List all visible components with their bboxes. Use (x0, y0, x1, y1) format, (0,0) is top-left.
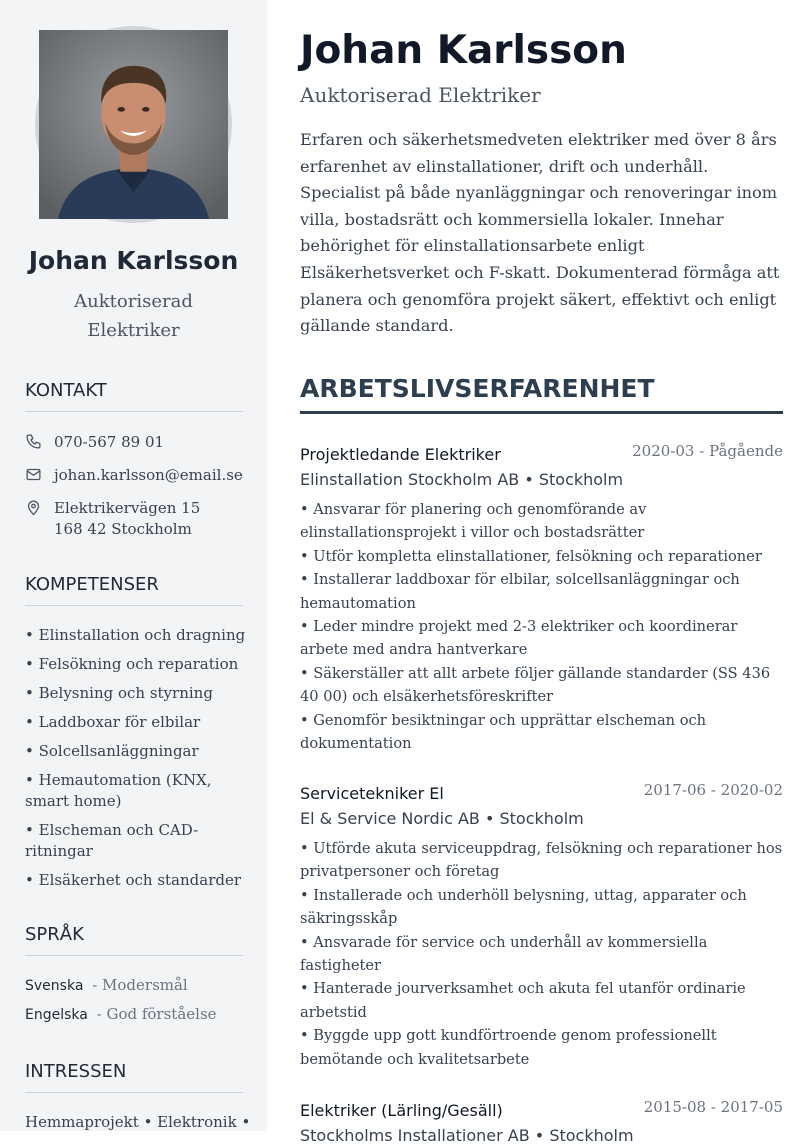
sidebar (0, 0, 267, 1131)
list-item: • Hanterade jourverksamhet och akuta fel utanför ordinarie arbetstid (300, 980, 746, 1021)
sidebar-name: Johan Karlsson (28, 246, 239, 275)
page-title: Johan Karlsson (300, 28, 627, 73)
list-item: • Hemautomation (KNX, smart home) (25, 771, 212, 810)
address-line-1: Elektrikervägen 15 (54, 499, 201, 517)
list-item: • Elsäkerhet och standarder (25, 871, 242, 889)
job-title: Projektledande Elektriker (300, 445, 501, 464)
avatar (39, 30, 228, 219)
list-item: • Genomför besiktningar och upprättar elscheman och dokumentation (300, 711, 707, 753)
list-item: • Elinstallation och dragning (25, 626, 246, 644)
list-item: • Solcellsanläggningar (25, 742, 199, 760)
contact-heading: KONTAKT (25, 380, 243, 412)
list-item: • Felsökning och reparation (25, 655, 239, 673)
job-title: Elektriker (Lärling/Gesäll) (300, 1101, 503, 1120)
languages-heading: SPRÅK (25, 924, 243, 956)
skills-list (25, 625, 257, 899)
job-date: 2015-08 - 2017-05 (643, 1098, 783, 1116)
language-name: Engelska (25, 1007, 88, 1023)
page-subtitle: Auktoriserad Elektriker (300, 83, 541, 107)
phone-text: 070-567 89 01 (54, 433, 165, 451)
job-company: Stockholms Installationer AB • Stockholm (300, 1126, 634, 1145)
experience-heading: ARBETSLIVSERFARENHET (300, 374, 783, 414)
email-text: johan.karlsson@email.se (54, 466, 243, 484)
language-level: - God förståelse (96, 1005, 217, 1023)
list-item: • Säkerställer att allt arbete följer gällande standarder (SS 436 40 00) och elsäkerhetsföreskrifter (300, 664, 771, 706)
profile-photo (35, 26, 232, 223)
interests-text: Hemmaprojekt • Elektronik • (25, 1113, 251, 1131)
list-item: • Belysning och styrning (25, 684, 213, 702)
phone-icon (25, 433, 42, 450)
address-line-2: 168 42 Stockholm (54, 520, 192, 538)
list-item: • Byggde upp gott kundförtroende genom professionellt bemötande och kvalitetsarbete (300, 1027, 717, 1068)
language-level: - Modersmål (92, 976, 188, 994)
job-title: Servicetekniker El (300, 784, 444, 803)
job-bullets (300, 498, 783, 755)
language-row (25, 976, 188, 994)
list-item: • Laddboxar för elbilar (25, 713, 201, 731)
list-item: • Ansvarar för planering och genomförande av elinstallationsprojekt i villor och bostadsrätter (300, 501, 647, 542)
list-item: • Installerade och underhöll belysning, uttag, apparater och säkringsskåp (300, 886, 747, 928)
job-entry (300, 1100, 783, 1148)
list-item: • Elscheman och CAD-ritningar (25, 821, 199, 860)
job-date: 2020-03 - Pågående (632, 442, 783, 460)
list-item: • Utförde akuta serviceuppdrag, felsökning och reparationer hos privatpersoner och företag (300, 840, 783, 881)
list-item: • Installerar laddboxar för elbilar, solcellsanläggningar och hemautomation (300, 571, 740, 612)
job-entry (300, 444, 783, 755)
sidebar-job-title: Auktoriserad Elektriker (74, 291, 193, 341)
language-name: Svenska (25, 978, 84, 994)
job-entry (300, 783, 783, 1071)
list-item: • Leder mindre projekt med 2-3 elektriker och koordinerar arbete med andra hantverkare (300, 618, 738, 659)
job-bullets (300, 837, 783, 1071)
list-item: • Utför kompletta elinstallationer, felsökning och reparationer (300, 547, 762, 565)
map-pin-icon (25, 499, 42, 516)
mail-icon (25, 466, 42, 483)
job-company: Elinstallation Stockholm AB • Stockholm (300, 470, 624, 489)
list-item: • Ansvarade för service och underhåll av kommersiella fastigheter (300, 933, 708, 975)
language-row (25, 1005, 217, 1023)
job-company: El & Service Nordic AB • Stockholm (300, 809, 584, 828)
skills-heading: KOMPETENSER (25, 574, 243, 606)
profile-summary: Erfaren och säkerhetsmedveten elektriker med över 8 års erfarenhet av elinstallationer, drift och underhåll. Specialist på både nyanläggningar och renoveringar inom villa, bostadsrätt och kommersiella lokaler. Innehar behörighet för elinstallationsarbete enligt Elsäkerhetsverket och F-skatt. Dokumenterad förmåga att planera och genomföra projekt säkert, effektivt och enligt gällande standard. (300, 130, 780, 336)
interests-heading: INTRESSEN (25, 1061, 243, 1093)
job-date: 2017-06 - 2020-02 (643, 781, 783, 799)
